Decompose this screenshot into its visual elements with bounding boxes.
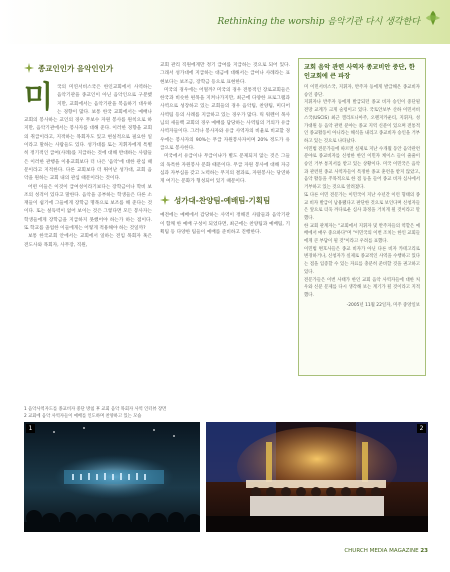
middle-paragraph-3: 미국에서 유급이나 무급이냐가 별도 문제되지 않는 것은 그들의 독특한 자원봉사 문화 때문이다. 무급 자원 봉사에 대해 자긍심과 자부심을 갖고 노력하는 무지의 결과로, 자원봉사는 당연하게 여기는 문화가 형성되어 있기 때문이다. bbox=[160, 154, 290, 185]
sidebar-title: 교회 음악 관련 사역자 종교비안 중단, 한인교회에 큰 파장 bbox=[304, 64, 415, 80]
middle-heading bbox=[160, 194, 290, 206]
photo-captions bbox=[24, 406, 314, 420]
left-paragraph-3: 보통 한국교회 안에서는 교회에서 일하는 전임 목회자 혹은 전도사와 목회자, 사무장, 직원, bbox=[24, 234, 152, 248]
left-column bbox=[24, 62, 152, 398]
sidebar-paragraph: 전문가들은 이번 사태가 한인 교회 음악 사역자들에 대한 처우와 신분 문제를 다시 생각해 보는 계기가 될 것이라고 지적했다. bbox=[304, 277, 420, 298]
header-title: Rethinking the worship 음악기관 다시 생각한다 bbox=[217, 17, 420, 27]
sidebar-box bbox=[298, 58, 426, 376]
left-paragraph bbox=[24, 80, 152, 184]
flourish-icon bbox=[424, 9, 442, 27]
page-number: 23 bbox=[420, 548, 428, 554]
photo-number: 1 bbox=[26, 424, 35, 433]
middle-heading-text: 성가대-찬양팀-예배팀-기획팀 bbox=[174, 195, 271, 205]
choir-stage-image bbox=[206, 422, 428, 532]
left-paragraph-1: 국의 미연서비스국은 한인교회에서 사역하는 음악기관을 종교인이 아닌 음악인으로 구분했지만, 교회에서는 음악기관을 복음하기 대우하는 경향이 많다. 보통 한국 교회에서는 예배나 교회의 봉사하는 교인의 경우 무보수 자원 봉사를 원칙으로 하지만, 음악기관에서는 봉사자를 대해 준다. 이러한 경향을 교회의 취급이라고, 지적하는 목회자도 있고 현실적으로 필요한 일이라고 말하는 사람들도 있다. 성가대를 또는 지휘자에게 특별히 정기적인 급여(사례)를 지급하는 것에 대해 반대하는 사람들은 이러한 관행을 이용교회보다 더 나은 '음악'에 대한 관심 때문이라고 지적한다. 다른 교회보다 더 뛰어난 성가대, 교회 음악을 원하는 교회 내의 관심 때문이라는 것이다. bbox=[24, 85, 152, 182]
photo-number: 2 bbox=[417, 424, 426, 433]
middle-column bbox=[160, 62, 290, 398]
middle-paragraph-4: 예전에는 예배에서 감당하는 사역이 정해진 사람들과 음악기관이 함께 한 예배 구성이 되었다면, 최근에는 찬양팀과 예배팀, 기획팀 등 다양한 팀들이 예배를 준비하고 진행한다. bbox=[160, 213, 290, 236]
photo-1 bbox=[24, 422, 200, 532]
left-paragraph-2: 어떤 이들은 이것이 급여성이라기보다는 장학금이나 학비 보조의 성격이 있다고 말한다. 음악을 공부하는 학생들은 다른 소재들이 쉽기에 그들에게 장학금 명목으로 보조를 해 준다는 것이다. 또는 설득력이 없어 보이는 것은 그렇다면 모든 봉사자는 학생들에게 장학금을 지급하지 못했어야 하는가 하는 점이다. 또 학교를 졸업한 이들에게는 어떻게 적용해야 하는 것일까? bbox=[24, 184, 152, 232]
page-footer bbox=[344, 548, 428, 554]
leaf-icon bbox=[24, 63, 34, 73]
photo-2 bbox=[206, 422, 428, 532]
sidebar-paragraph: 한 교회 관계자는 "교회에서 지휘자 및 반주자들의 역할은 예배에서 매우 중요하다"며 "이민국의 이번 조치는 한인 교회들에게 큰 부담이 될 것"이라고 우려를 표했다. bbox=[304, 223, 420, 245]
caption-1: 1 음악사역자도를 종교비자 중단 방침 후 교회 음악 목회자 사역 인터뷰 장면 bbox=[24, 407, 167, 412]
left-heading-text: 종교인인가 음악인인가 bbox=[38, 63, 114, 73]
middle-paragraph-1: 교회 관리 직원에게만 정기 급여를 지급하는 것으로 되어 있다. 그래서 성가대에 지급하는 대금에 대해서는 급여나 사례라는 표현보다는 보조금, 장학금 등으로 표현한다. bbox=[160, 63, 290, 85]
sidebar-date: -2005년 11월 22일자, 미주 중앙일보 bbox=[346, 302, 420, 308]
concert-stage-image bbox=[24, 422, 200, 532]
sidebar-paragraph: 이민법 변호사들은 종교 비자가 아닌 다른 비자 카테고리로 변경하거나, 신청자가 실제로 종교적인 사역을 수행하고 있다는 점을 입증할 수 있는 자료를 충분히 준비할 것을 권고하고 있다. bbox=[304, 246, 420, 275]
sidebar-paragraph: 이민법 전문가들에 따르면 실제로 지난 수개월 동안 음악관련 분야로 종교비자를 신청한 한인 이민자 케이스 들이 줄줄이 승인 거부 통지서를 받고 있는 상황이다. 미국 이민국은 음악과 관련된 종교 사역자들이 특정한 종교 훈련을 받지 않았고, 음악 활동을 주목적으로 한 점 등을 들어 종교 비자 심사에서 거부하고 있는 것으로 알려졌다. bbox=[304, 146, 420, 191]
dropcap: 미 bbox=[24, 80, 53, 115]
caption-2: 2 교회에 음악 사역자들이 예배를 인도하며 찬양하고 있는 모습 bbox=[24, 414, 142, 419]
sidebar-paragraph: 지휘자나 반주자 등에게 발급되던 종교 비자 승인이 중단될 전망 교계가 크게 술렁이고 있다. 국토안보부 산하 이민서비스국(USCIS) 최근 캘리포니아주, 오렌지카운티, 지휘자, 성가대원 등 음악 관련 분야는 종교 지역 신분이 있으며 전통적인 종교활동이 아니라는 해석을 내리고 종교비자 승인을 거부하고 있는 것으로 나타났다. bbox=[304, 100, 420, 144]
sidebar-paragraph: 또 다른 이민 전문가는 이민국이 지난 수년간 이런 형태의 종교 비자 발급이 남용됐다고 판단한 것으로 보인다며 신청자들은 앞으로 더욱 까다로운 심사 과정을 거치게 될 것이라고 말했다. bbox=[304, 192, 420, 221]
magazine-name: CHURCH MEDIA MAGAZINE bbox=[344, 548, 419, 554]
left-heading bbox=[24, 62, 152, 74]
middle-paragraph-2: 미국의 경우에는 어떨까? 미국의 경우 전통적인 장로교회들은 한국과 비슷한 편목을 지켜나가지만, 최근에 다양한 프로그램과 사역으로 성장하고 있는 교회들의 경우 음악팀, 찬양팀, 미디어 사역팀 등의 사례를 지급하고 있는 경우가 많다. 릭 워렌이 목사님의 새들백 교회의 경우 예배를 담당하는 사역팀의 거의가 유급 사역자들이다. 그러나 봉사자와 유급 사역자의 비율로 비교할 경우에는 봉사자의 90%는 무급 자원봉사자이며 20% 정도가 유급으로 봉사한다. bbox=[160, 87, 290, 151]
sidebar-paragraph: 미 이민서비스국, 지휘자, 반주자 등에게 발급해온 종교비자 승인 중단. bbox=[304, 85, 420, 98]
leaf-icon bbox=[160, 195, 170, 205]
